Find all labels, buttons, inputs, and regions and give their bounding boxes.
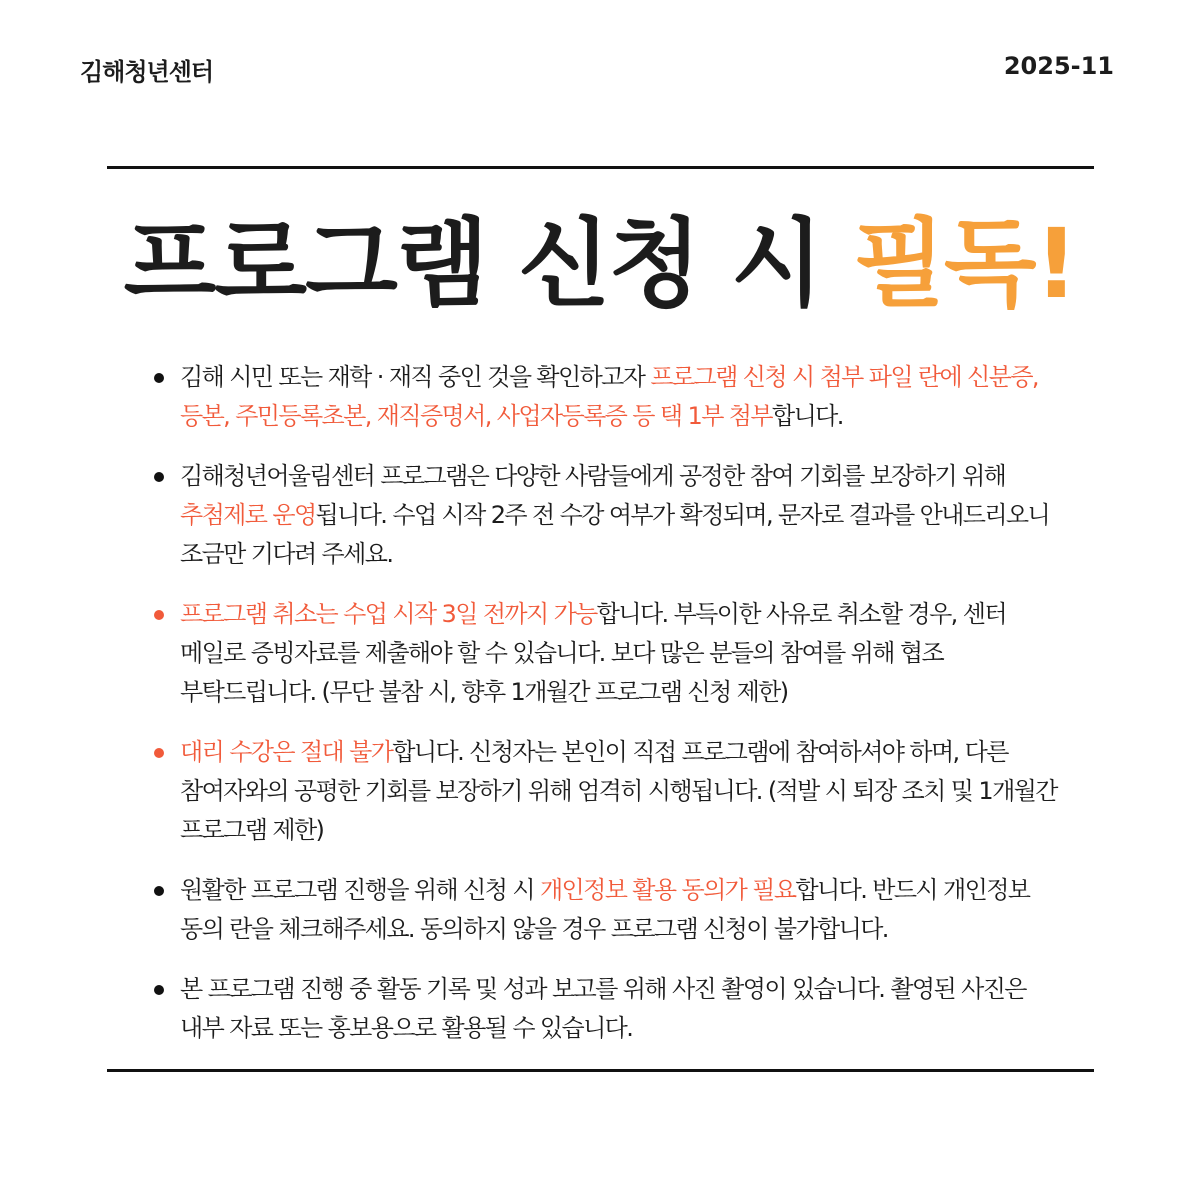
notice-text-before: 본 프로그램 진행 중 활동 기록 및 성과 보고를 위해 사진 촬영이 있습니다. 촬영된 사진은 내부 자료 또는 홍보용으로 활용될 수 있습니다. xyxy=(180,975,1026,1042)
notice-item xyxy=(150,358,1070,436)
notice-text-after: 합니다. xyxy=(771,402,843,430)
notice-text-after: 합니다. 부득이한 사유로 취소할 경우, 센터 메일로 증빙자료를 제출해야 할 수 있습니다. 보다 많은 분들의 참여를 위해 협조 부탁드립니다. (무단 불참 시, 향후 1개월간 프로그램 신청 제한) xyxy=(180,600,1006,706)
notice-text-after: 됩니다. 수업 시작 2주 전 수강 여부가 확정되며, 문자로 결과를 안내드리오니 조금만 기다려 주세요. xyxy=(180,501,1050,568)
notice-item xyxy=(150,733,1070,850)
bullet-icon xyxy=(154,373,164,383)
notice-item xyxy=(150,457,1070,574)
bottom-divider xyxy=(107,1069,1094,1072)
notice-text-before: 김해청년어울림센터 프로그램은 다양한 사람들에게 공정한 참여 기회를 보장하기 위해 xyxy=(180,462,1006,490)
notice-highlight: 프로그램 취소는 수업 시작 3일 전까지 가능 xyxy=(180,600,597,628)
notice-text-before: 김해 시민 또는 재학 · 재직 중인 것을 확인하고자 xyxy=(180,363,651,391)
page-title xyxy=(0,208,1200,320)
notice-highlight: 개인정보 활용 동의가 필요 xyxy=(539,876,796,904)
title-main: 프로그램 신청 시 xyxy=(123,208,854,320)
notice-item xyxy=(150,970,1070,1048)
title-accent: 필독! xyxy=(853,208,1077,320)
notice-highlight: 추첨제로 운영 xyxy=(180,501,316,529)
bullet-icon xyxy=(154,472,164,482)
notice-text-after: 합니다. 신청자는 본인이 직접 프로그램에 참여하셔야 하며, 다른 참여자와의 공평한 기회를 보장하기 위해 엄격히 시행됩니다. (적발 시 퇴장 조치 및 1개월간 프로그램 제한) xyxy=(180,738,1057,844)
notice-item xyxy=(150,595,1070,712)
issue-date: 2025-11 xyxy=(1003,52,1114,80)
notice-item xyxy=(150,871,1070,949)
bullet-icon xyxy=(154,886,164,896)
bullet-icon xyxy=(154,748,164,758)
notice-highlight: 프로그램 신청 시 첨부 파일 란에 신분증, 등본, 주민등록초본, 재직증명서, 사업자등록증 등 택 1부 첨부 xyxy=(180,363,1038,430)
notice-text-before: 원활한 프로그램 진행을 위해 신청 시 xyxy=(180,876,540,904)
notice-list xyxy=(150,358,1070,1069)
bullet-icon xyxy=(154,985,164,995)
notice-text-after: 합니다. 반드시 개인정보 동의 란을 체크해주세요. 동의하지 않을 경우 프로그램 신청이 불가합니다. xyxy=(180,876,1030,943)
organization-name: 김해청년센터 xyxy=(80,58,214,86)
bullet-icon xyxy=(154,610,164,620)
notice-highlight: 대리 수강은 절대 불가 xyxy=(180,738,393,766)
top-divider xyxy=(107,166,1094,169)
